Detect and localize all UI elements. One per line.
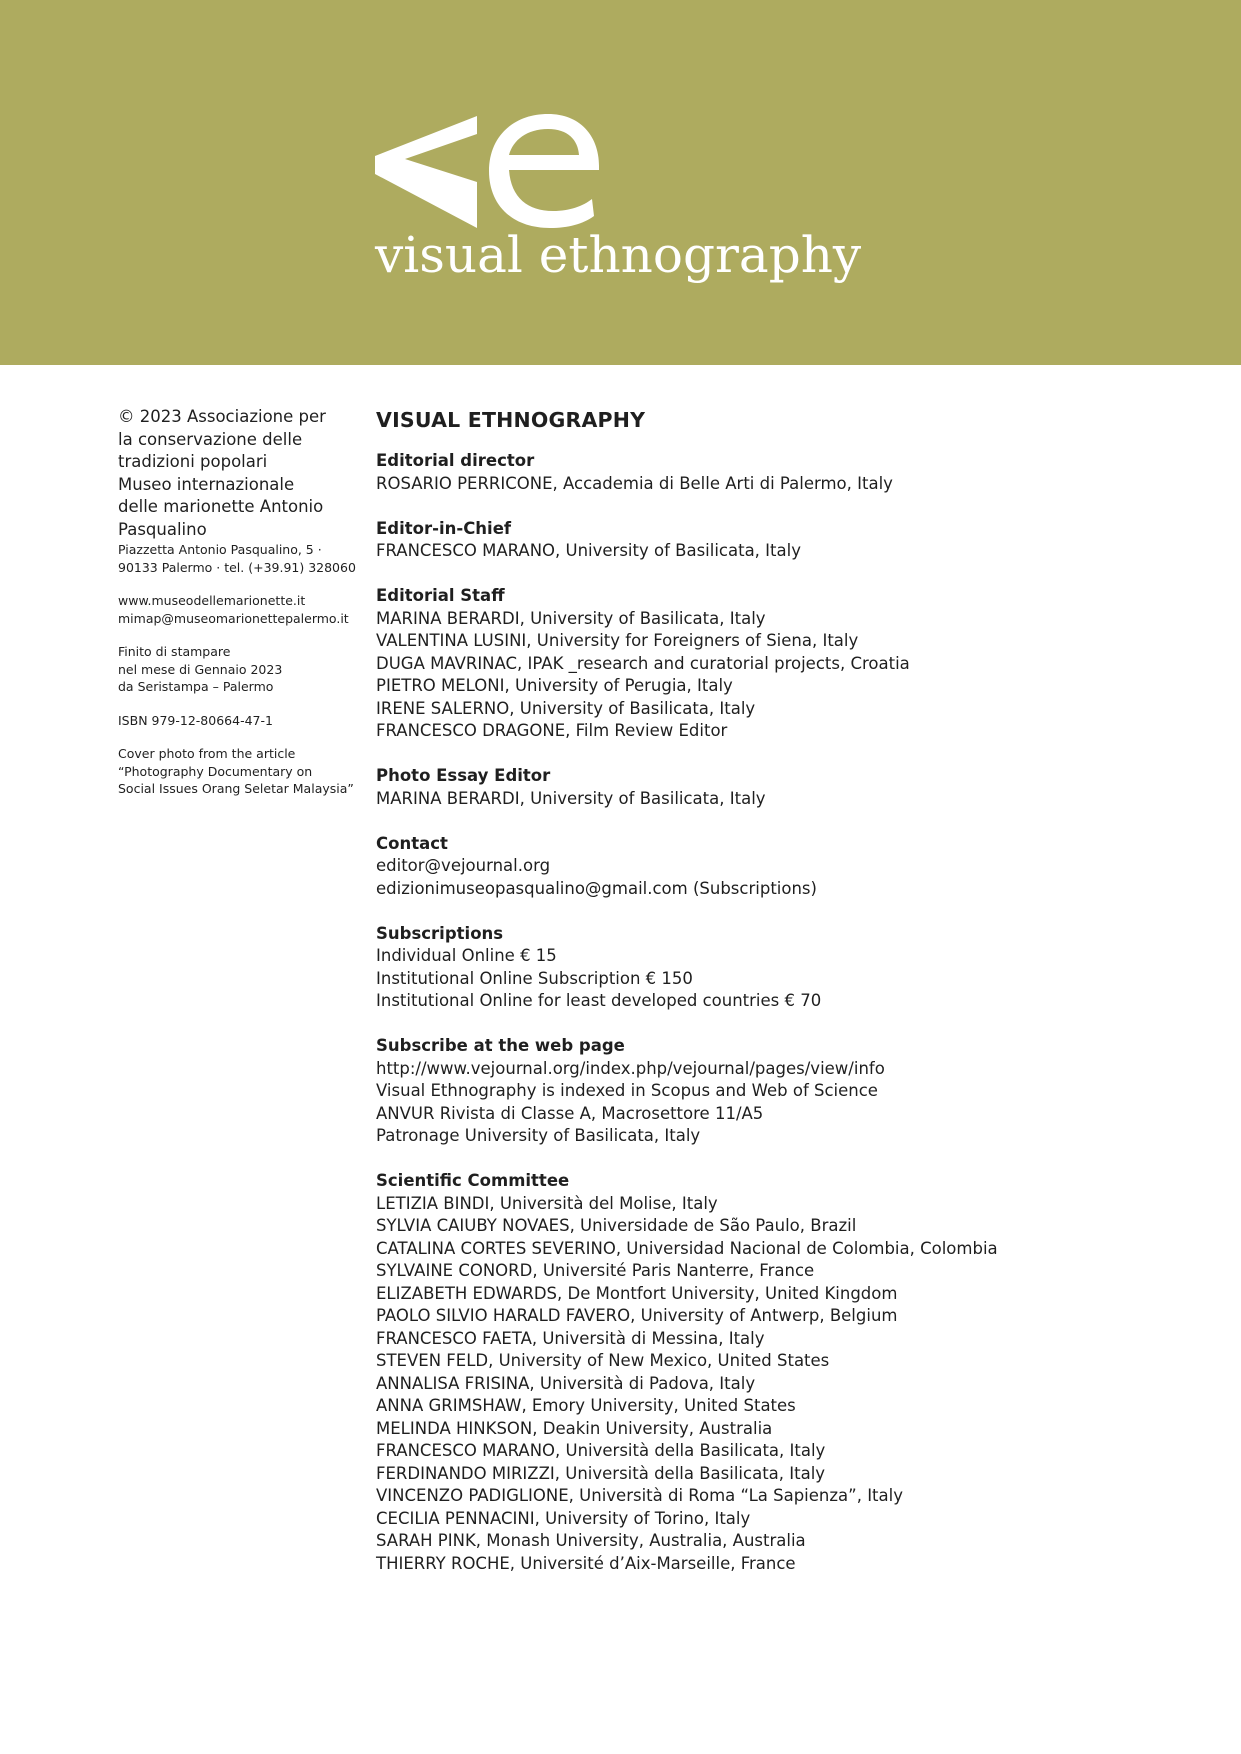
- print-info-line: nel mese di Gennaio 2023: [118, 661, 283, 677]
- colophon: [118, 406, 368, 798]
- section-line: SYLVAINE CONORD, Université Paris Nanterre, France: [376, 1261, 815, 1280]
- cover-photo-credit-line: “Photography Documentary on: [118, 763, 313, 779]
- masthead-section: [376, 518, 1196, 563]
- spacer: [118, 696, 368, 712]
- section-heading: Subscribe at the web page: [376, 1036, 625, 1055]
- publisher-line: © 2023 Associazione per: [118, 407, 326, 426]
- section-line: FRANCESCO FAETA, Università di Messina, Italy: [376, 1328, 765, 1348]
- section-line: ANNALISA FRISINA, Università di Padova, Italy: [376, 1373, 756, 1393]
- masthead-section: [376, 585, 1196, 743]
- journal-logo-icon: [372, 112, 602, 230]
- section-line: FRANCESCO DRAGONE, Film Review Editor: [376, 721, 728, 740]
- section-line: SYLVIA CAIUBY NOVAES, Universidade de São Paulo, Brazil: [376, 1216, 857, 1235]
- cover-photo-credit-line: Social Issues Orang Seletar Malaysia”: [118, 781, 354, 796]
- section-line: MARINA BERARDI, University of Basilicata, Italy: [376, 788, 766, 808]
- section-heading: Subscriptions: [376, 923, 504, 943]
- print-info-line: da Seristampa – Palermo: [118, 679, 274, 694]
- section-line: VALENTINA LUSINI, University for Foreigners of Siena, Italy: [376, 631, 859, 650]
- section-line: MARINA BERARDI, University of Basilicata, Italy: [376, 608, 766, 628]
- masthead-section: [376, 923, 1196, 1013]
- section-line: Institutional Online for least developed countries € 70: [376, 991, 822, 1010]
- cover-photo-credit-line: Cover photo from the article: [118, 746, 296, 761]
- section-line: http://www.vejournal.org/index.php/vejournal/pages/view/info: [376, 1058, 885, 1078]
- section-line: ANNA GRIMSHAW, Emory University, United States: [376, 1396, 796, 1415]
- section-line: LETIZIA BINDI, Università del Molise, Italy: [376, 1193, 718, 1213]
- section-line: PIETRO MELONI, University of Perugia, Italy: [376, 676, 733, 695]
- section-line: IRENE SALERNO, University of Basilicata, Italy: [376, 698, 756, 718]
- print-info-line: Finito di stampare: [118, 644, 231, 659]
- section-line: Individual Online € 15: [376, 946, 557, 965]
- masthead-section: [376, 833, 1196, 901]
- masthead-section: [376, 450, 1196, 495]
- section-line: Visual Ethnography is indexed in Scopus and Web of Science: [376, 1081, 878, 1100]
- section-line: THIERRY ROCHE, Université d’Aix-Marseille, France: [376, 1553, 796, 1573]
- spacer: [118, 729, 368, 745]
- web-contact-line: mimap@museomarionettepalermo.it: [118, 610, 349, 626]
- section-line: editor@vejournal.org: [376, 856, 551, 875]
- section-heading: Editorial Staff: [376, 586, 505, 605]
- publisher-line: delle marionette Antonio: [118, 497, 324, 516]
- section-line: Institutional Online Subscription € 150: [376, 968, 693, 988]
- address-line: Piazzetta Antonio Pasqualino, 5 ·: [118, 542, 322, 557]
- section-line: CECILIA PENNACINI, University of Torino, Italy: [376, 1508, 751, 1528]
- section-heading: Scientific Committee: [376, 1171, 570, 1190]
- section-line: ELIZABETH EDWARDS, De Montfort University, United Kingdom: [376, 1283, 898, 1303]
- publisher-line: Pasqualino: [118, 519, 207, 539]
- section-line: SARAH PINK, Monash University, Australia, Australia: [376, 1531, 806, 1550]
- section-line: DUGA MAVRINAC, IPAK _research and curatorial projects, Croatia: [376, 653, 910, 673]
- section-heading: Photo Essay Editor: [376, 766, 551, 785]
- spacer: [118, 576, 368, 592]
- journal-logo-text: visual ethnography: [375, 226, 862, 284]
- section-line: CATALINA CORTES SEVERINO, Universidad Nacional de Colombia, Colombia: [376, 1238, 998, 1258]
- section-line: ROSARIO PERRICONE, Accademia di Belle Arti di Palermo, Italy: [376, 473, 893, 493]
- spacer: [118, 627, 368, 643]
- section-heading: Editorial director: [376, 451, 535, 470]
- masthead-section: [376, 1170, 1196, 1575]
- section-heading: Editor-in-Chief: [376, 518, 512, 538]
- masthead-section: [376, 1035, 1196, 1148]
- publisher-line: Museo internazionale: [118, 474, 295, 494]
- section-heading: Contact: [376, 833, 448, 853]
- section-line: PAOLO SILVIO HARALD FAVERO, University of Antwerp, Belgium: [376, 1306, 898, 1325]
- section-line: FRANCESCO MARANO, Università della Basilicata, Italy: [376, 1441, 826, 1460]
- section-line: edizionimuseopasqualino@gmail.com (Subscriptions): [376, 878, 817, 898]
- isbn: ISBN 979-12-80664-47-1: [118, 712, 273, 728]
- section-line: MELINDA HINKSON, Deakin University, Australia: [376, 1418, 773, 1438]
- address-line: 90133 Palermo · tel. (+39.91) 328060: [118, 559, 356, 575]
- publisher-line: la conservazione delle: [118, 429, 303, 449]
- masthead-title: VISUAL ETHNOGRAPHY: [376, 408, 646, 432]
- section-line: STEVEN FELD, University of New Mexico, United States: [376, 1351, 830, 1370]
- section-line: ANVUR Rivista di Classe A, Macrosettore 11/A5: [376, 1103, 764, 1123]
- masthead: [376, 406, 1196, 1598]
- section-line: FRANCESCO MARANO, University of Basilicata, Italy: [376, 541, 801, 560]
- header-banner: [0, 0, 1241, 365]
- section-line: Patronage University of Basilicata, Italy: [376, 1126, 701, 1145]
- masthead-section: [376, 765, 1196, 810]
- web-contact-line: www.museodellemarionette.it: [118, 593, 306, 608]
- publisher-line: tradizioni popolari: [118, 452, 268, 471]
- section-line: FERDINANDO MIRIZZI, Università della Basilicata, Italy: [376, 1463, 826, 1483]
- section-line: VINCENZO PADIGLIONE, Università di Roma “La Sapienza”, Italy: [376, 1486, 903, 1505]
